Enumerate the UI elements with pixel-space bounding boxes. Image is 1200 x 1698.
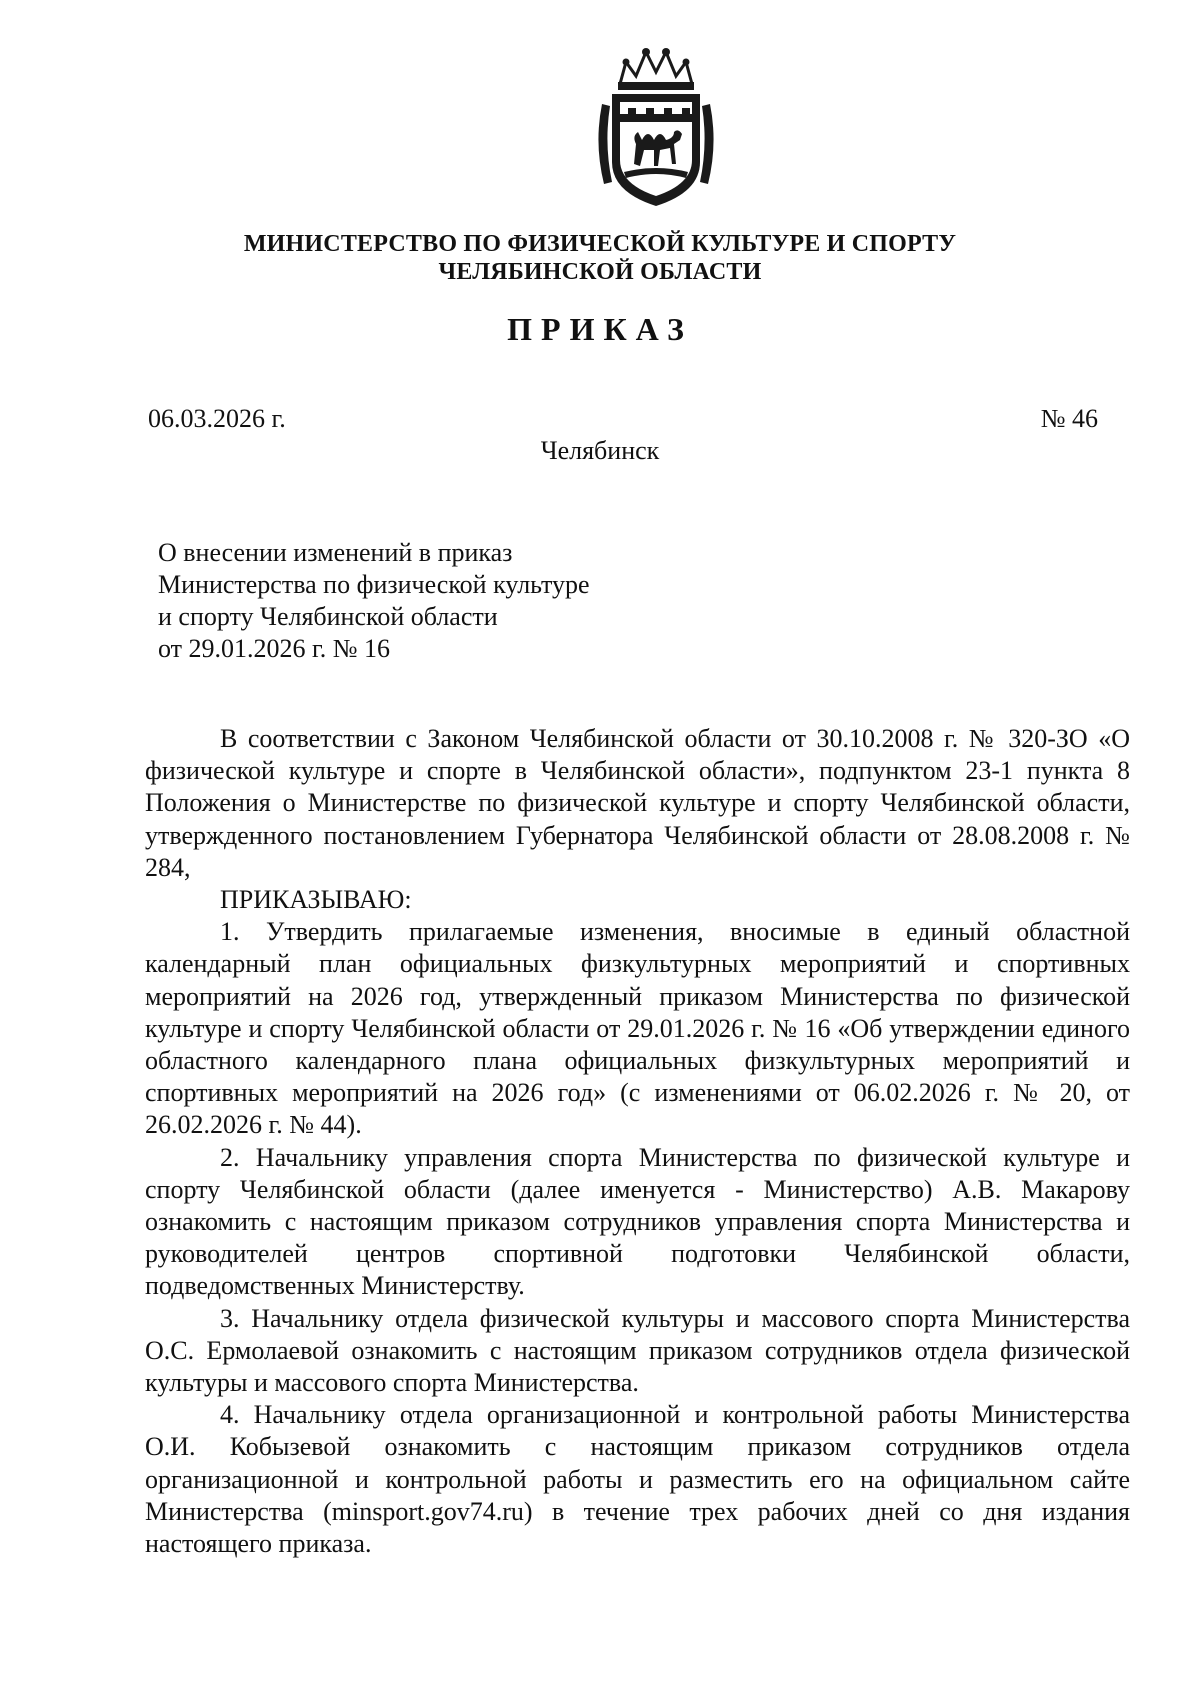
chelyabinsk-coat-of-arms-icon (590, 44, 722, 212)
organization-name (150, 230, 1050, 286)
order-item-1: 1. Утвердить прилагаемые изменения, вносимые в единый областной календарный план официальных физкультурных мероприятий и спортивных мероприятий на 2026 год, утвержденный приказом Министерства по физической культуре и спорту Челябинской области от 29.01.2026 г. № 16 «Об утверждении единого областного календарного плана официальных физкультурных мероприятий и спортивных мероприятий на 2026 год» (с изменениями от 06.02.2026 г. № 20, от 26.02.2026 г. № 44). (145, 917, 1130, 1140)
document-subject (158, 537, 718, 665)
subject-line: О внесении изменений в приказ (158, 538, 513, 567)
subject-line: и спорту Челябинской области (158, 602, 498, 631)
preamble-paragraph: В соответствии с Законом Челябинской области от 30.10.2008 г. № 320-ЗО «О физической культуре и спорте в Челябинской области», подпунктом 23-1 пункта 8 Положения о Министерстве по физической культуре и спорту Челябинской области, утвержденного постановлением Губернатора Челябинской области от 28.08.2008 г. № 284, (145, 724, 1130, 882)
document-type-title: ПРИКАЗ (507, 311, 693, 347)
subject-line: Министерства по физической культуре (158, 570, 590, 599)
order-item-2: 2. Начальнику управления спорта Министерства по физической культуре и спорту Челябинской области (далее именуется - Министерство) А.В. Макарову ознакомить с настоящим приказом сотрудников управления спорта Министерства и руководителей центров спортивной подготовки Челябинской области, подведомственных Министерству. (145, 1142, 1130, 1301)
organization-name-line-1: МИНИСТЕРСТВО ПО ФИЗИЧЕСКОЙ КУЛЬТУРЕ И СПОРТУ (243, 231, 957, 257)
subject-line: от 29.01.2026 г. № 16 (158, 634, 391, 663)
order-item-3: 3. Начальнику отдела физической культуры и массового спорта Министерства О.С. Ермолаевой ознакомить с настоящим приказом сотрудников отдела физической культуры и массового спорта Министерства. (145, 1303, 1130, 1398)
order-item-4: 4. Начальнику отдела организационной и контрольной работы Министерства О.И. Кобызевой ознакомить с настоящим приказом сотрудников отдела организационной и контрольной работы и разместить его на официальном сайте Министерства (minsport.gov74.ru) в течение трех рабочих дней со дня издания настоящего приказа. (145, 1400, 1130, 1559)
document-city: Челябинск (540, 436, 660, 465)
document-body (145, 723, 1130, 1560)
document-number: № 46 (1040, 404, 1098, 433)
order-word: ПРИКАЗЫВАЮ: (220, 885, 412, 915)
organization-name-line-2: ЧЕЛЯБИНСКОЙ ОБЛАСТИ (438, 259, 762, 285)
document-date: 06.03.2026 г. (148, 404, 286, 433)
